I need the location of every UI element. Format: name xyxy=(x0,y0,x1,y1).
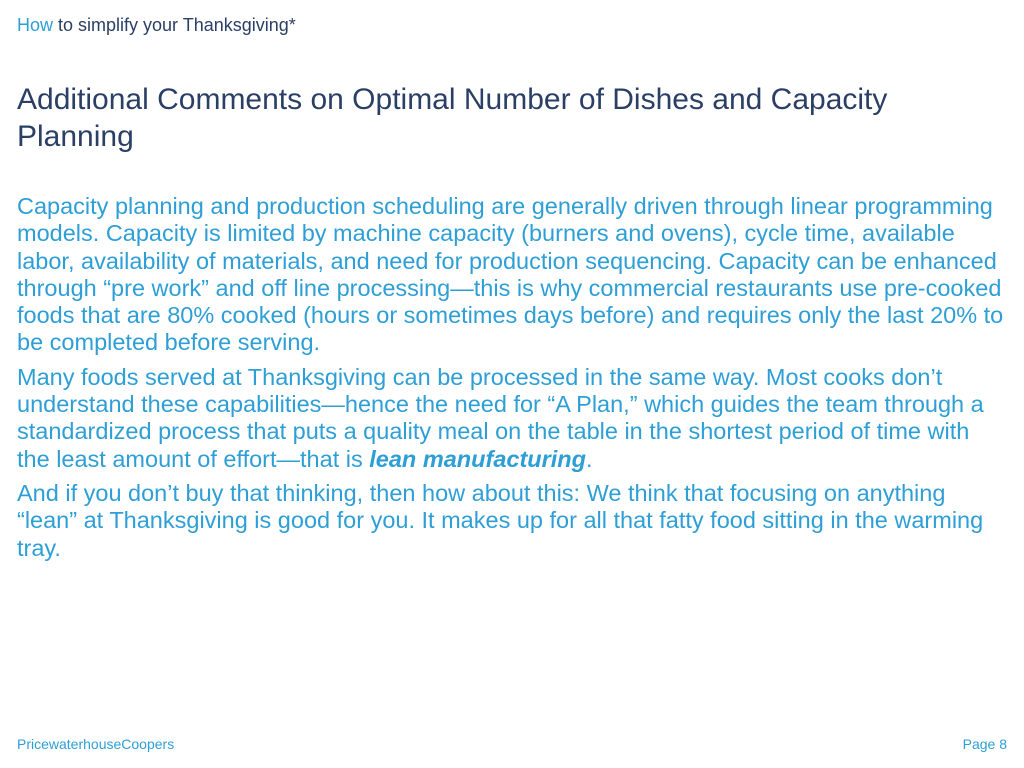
footer-page-number: Page 8 xyxy=(962,736,1007,752)
slide-body xyxy=(17,193,1007,569)
body-paragraph-3: And if you don’t buy that thinking, then how about this: We think that focusing on anything “lean” at Thanksgiving is good for you. It makes up for all that fatty food sitting in the warming tray. xyxy=(17,479,984,561)
kicker-accent: How xyxy=(17,15,54,35)
body-paragraph-2 xyxy=(17,364,1007,473)
footer-company: PricewaterhouseCoopers xyxy=(17,736,175,752)
body-paragraph-1: Capacity planning and production scheduling are generally driven through linear programming models. Capacity is limited by machine capacity (burners and ovens), cycle time, available labor, availability of materials, and need for production sequencing. Capacity can be enhanced through “pre work” and off line processing—this is why commercial restaurants use pre-cooked foods that are 80% cooked (hours or sometimes days before) and requires only the last 20% to be completed before serving. xyxy=(17,193,1004,356)
slide-kicker xyxy=(17,15,296,36)
kicker-text: to simplify your Thanksgiving* xyxy=(53,15,296,35)
paragraph-2-end: . xyxy=(586,445,593,472)
lean-manufacturing-emphasis: lean manufacturing xyxy=(369,445,587,472)
slide-title: Additional Comments on Optimal Number of Dishes and Capacity Planning xyxy=(17,83,888,153)
paragraph-2-text: Many foods served at Thanksgiving can be processed in the same way. Most cooks don’t understand these capabilities—hence the need for “A Plan,” which guides the team through a standardized process that puts a quality meal on the table in the shortest period of time with the least amount of effort—that is xyxy=(17,363,984,472)
